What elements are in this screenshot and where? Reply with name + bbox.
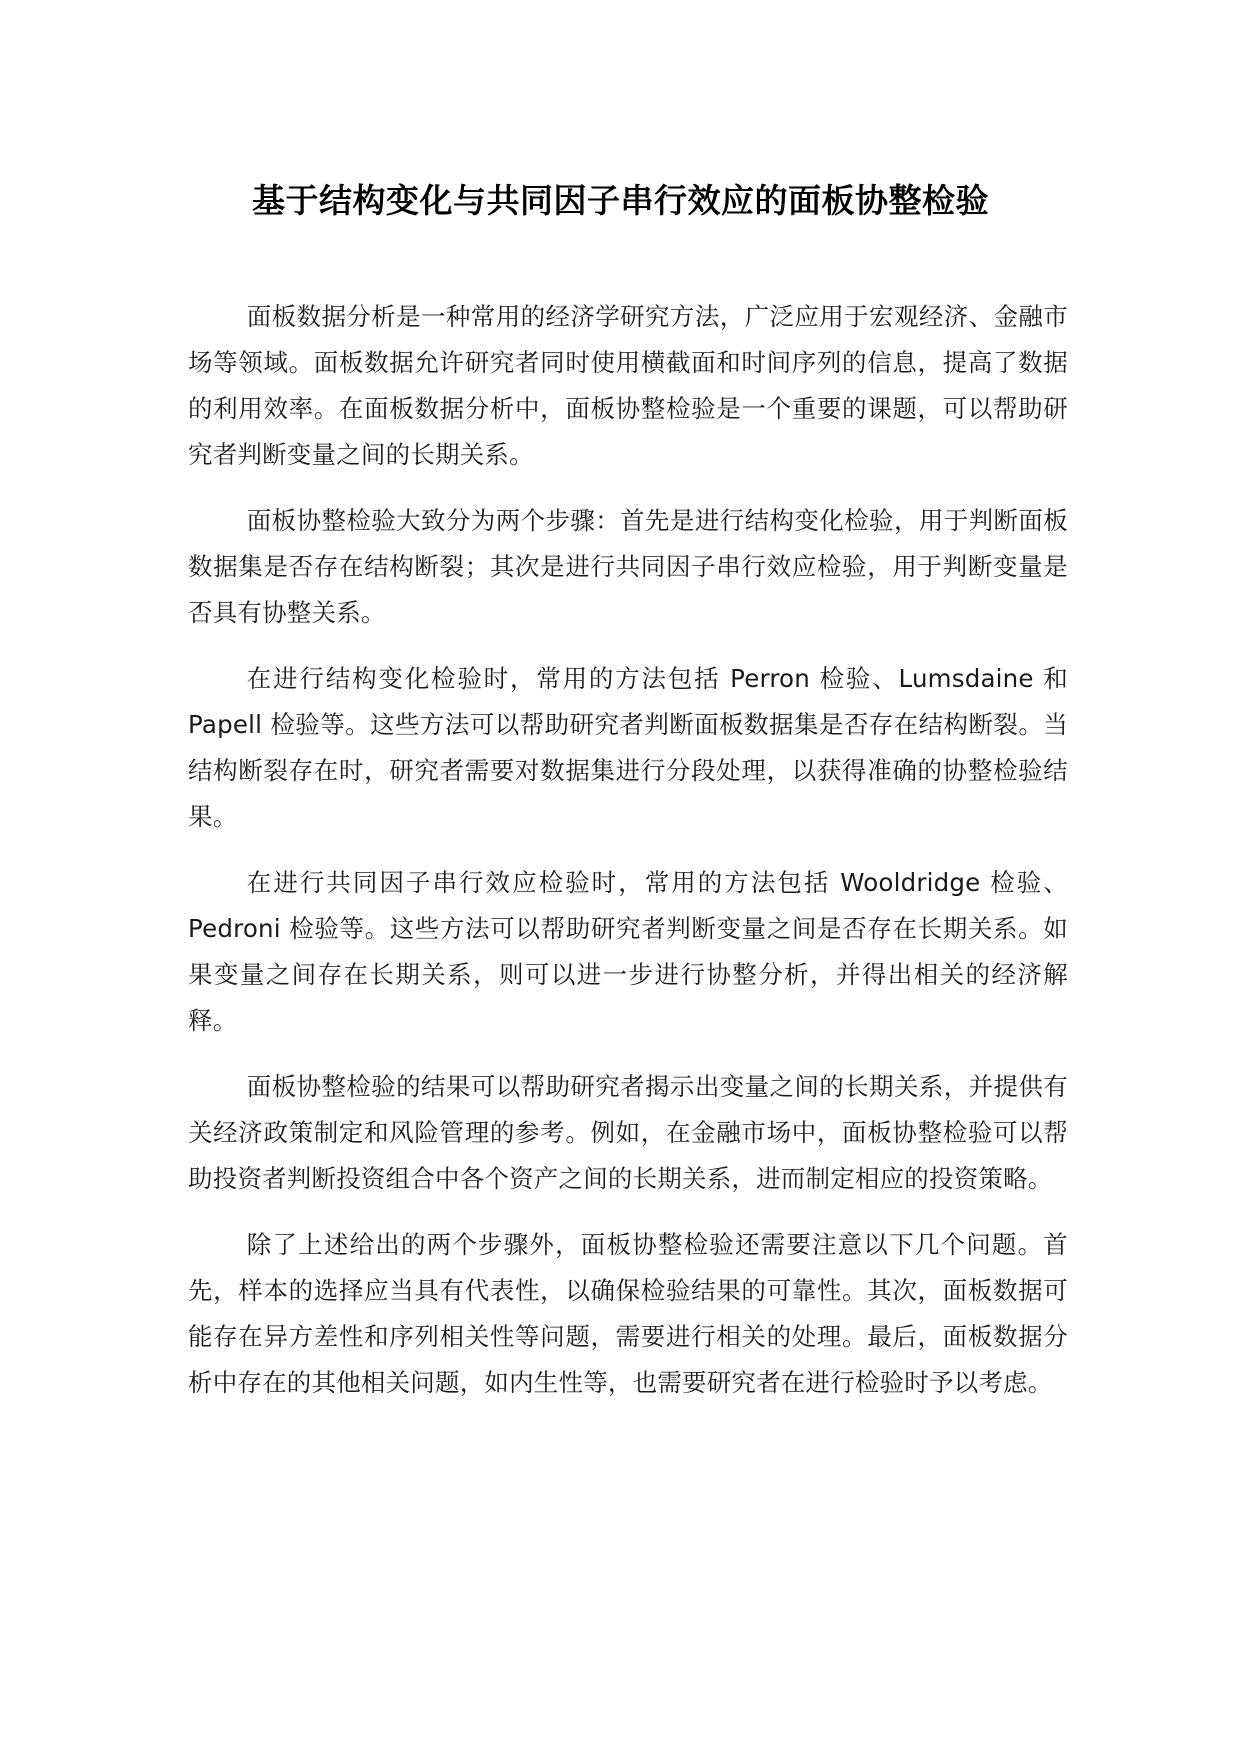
document-body xyxy=(188,294,1068,1426)
paragraph-3: 在进行结构变化检验时，常用的方法包括 Perron 检验、Lumsdaine 和 Papell 检验等。这些方法可以帮助研究者判断面板数据集是否存在结构断裂。当结构断裂存在时，研究者需要对数据集进行分段处理，以获得准确的协整检验结果。 xyxy=(188,664,1068,831)
paragraph-6: 除了上述给出的两个步骤外，面板协整检验还需要注意以下几个问题。首先，样本的选择应当具有代表性，以确保检验结果的可靠性。其次，面板数据可能存在异方差性和序列相关性等问题，需要进行相关的处理。最后，面板数据分析中存在的其他相关问题，如内生性等，也需要研究者在进行检验时予以考虑。 xyxy=(188,1230,1068,1397)
paragraph-4: 在进行共同因子串行效应检验时，常用的方法包括 Wooldridge 检验、Pedroni 检验等。这些方法可以帮助研究者判断变量之间是否存在长期关系。如果变量之间存在长期关系，则可以进一步进行协整分析，并得出相关的经济解释。 xyxy=(188,868,1068,1035)
page-title: 基于结构变化与共同因子串行效应的面板协整检验 xyxy=(252,181,989,220)
paragraph-5: 面板协整检验的结果可以帮助研究者揭示出变量之间的长期关系，并提供有关经济政策制定和风险管理的参考。例如，在金融市场中，面板协整检验可以帮助投资者判断投资组合中各个资产之间的长期关系，进而制定相应的投资策略。 xyxy=(188,1072,1068,1193)
paragraph-2: 面板协整检验大致分为两个步骤：首先是进行结构变化检验，用于判断面板数据集是否存在结构断裂；其次是进行共同因子串行效应检验，用于判断变量是否具有协整关系。 xyxy=(188,506,1068,627)
paragraph-1: 面板数据分析是一种常用的经济学研究方法，广泛应用于宏观经济、金融市场等领域。面板数据允许研究者同时使用横截面和时间序列的信息，提高了数据的利用效率。在面板数据分析中，面板协整检验是一个重要的课题，可以帮助研究者判断变量之间的长期关系。 xyxy=(188,302,1068,469)
